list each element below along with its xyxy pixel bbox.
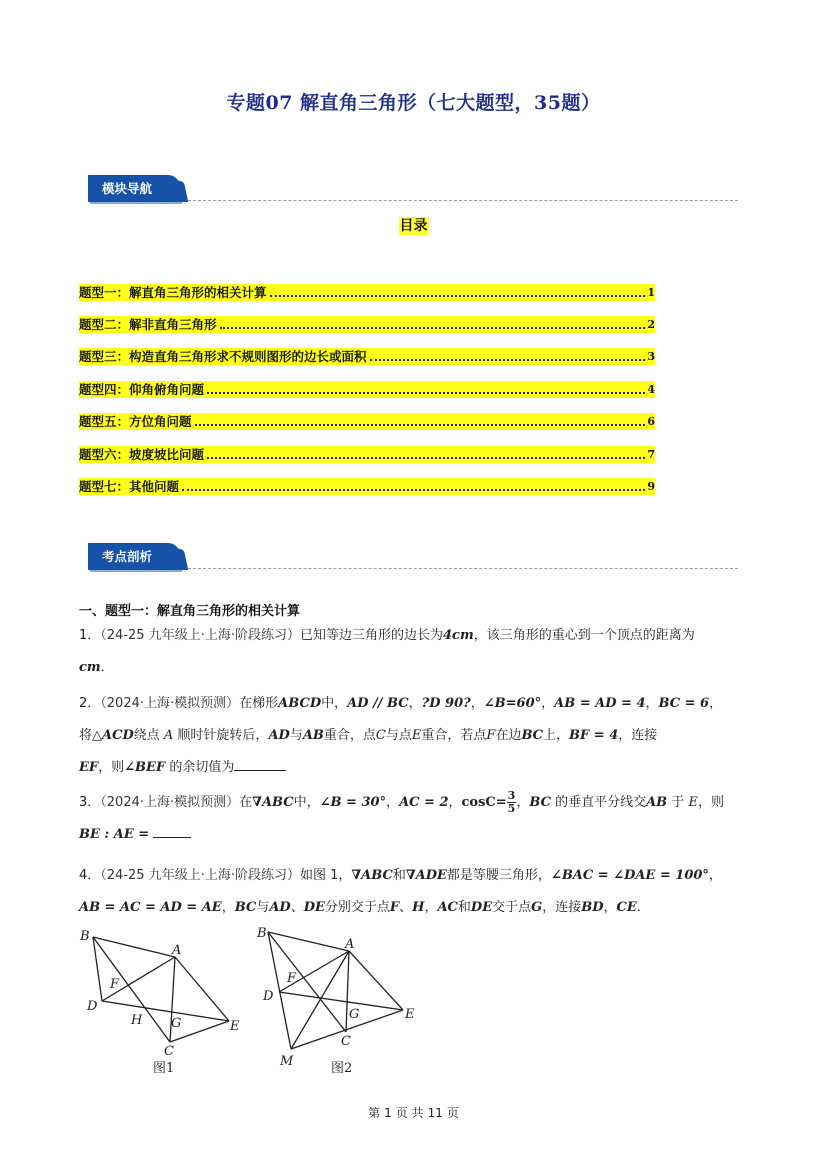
leader-dots	[207, 457, 645, 459]
leader-dots	[370, 359, 646, 361]
leader-dots	[270, 295, 646, 297]
leader-dots	[220, 327, 646, 329]
point-label-D: D	[87, 999, 98, 1014]
figure-1	[75, 922, 255, 1082]
section-heading: 一、题型一：解直角三角形的相关计算	[79, 604, 301, 619]
toc-item[interactable]: 题型四：仰角俯角问题 4	[79, 382, 655, 397]
figure-caption: 图2	[331, 1061, 353, 1076]
leader-dots	[207, 392, 645, 394]
point-label-G: G	[171, 1016, 182, 1031]
point-label-A: A	[345, 937, 355, 952]
point-label-E: E	[230, 1019, 240, 1034]
answer-blank[interactable]	[234, 756, 286, 771]
figure-2	[245, 922, 425, 1082]
nav-section-header	[88, 175, 738, 205]
analysis-badge: 考点剖析	[88, 543, 180, 570]
dashed-divider	[188, 568, 738, 569]
analysis-section-header	[88, 543, 738, 573]
question-source: （24-25 九年级上·上海·阶段练习）	[100, 628, 300, 643]
point-label-M: M	[280, 1054, 294, 1069]
question-3: 3．（2024·上海·模拟预测）在∇ABC中，∠B = 30°，AC = 2，cosC= $\frac{3}{5}$ ，BC 的垂直平分线交AB 于 E，则 BE : AE =	[79, 789, 724, 842]
question-source: （2024·上海·模拟预测）	[100, 795, 240, 810]
point-label-E: E	[405, 1007, 415, 1022]
page-title: 专题07 解直角三角形（七大题型，35题）	[226, 92, 601, 114]
toc-item[interactable]: 题型七：其他问题 9	[79, 479, 655, 494]
point-label-D: D	[263, 989, 274, 1004]
question-4: 4．（24-25 九年级上·上海·阶段练习）如图 1，∇ABC和∇ADE都是等腰三角形，∠BAC = ∠DAE = 100°， AB = AC = AD = AE，BC与AD、DE分别交于点F、H，AC和DE交于点G，连接BD，CE．	[79, 868, 722, 915]
question-2: 2．（2024·上海·模拟预测）在梯形ABCD中，AD // BC，?D 90?，∠B=60°，AB = AD = 4，BC = 6， 将△ACD绕点 A 顺时针旋转后，AD与AB重合，点C与点E重合，若点F在边BC上，BF = 4，连接 EF，则∠BEF 的余切值为	[79, 696, 723, 775]
question-source: （2024·上海·模拟预测）	[100, 696, 240, 711]
point-label-B: B	[80, 929, 90, 944]
question-1: 1．（24-25 九年级上·上海·阶段练习）已知等边三角形的边长为4cm，该三角形的重心到一个顶点的距离为 cm．	[79, 628, 695, 675]
toc-item[interactable]: 题型五：方位角问题 6	[79, 414, 655, 429]
point-label-C: C	[341, 1034, 351, 1049]
segment-AE	[349, 951, 403, 1010]
question-source: （24-25 九年级上·上海·阶段练习）	[100, 868, 300, 883]
toc-item[interactable]: 题型三：构造直角三角形求不规则图形的边长或面积 3	[79, 349, 655, 364]
answer-blank[interactable]	[153, 823, 191, 838]
toc-item[interactable]: 题型二：解非直角三角形 2	[79, 317, 655, 332]
leader-dots	[182, 489, 645, 491]
point-label-G: G	[349, 1007, 360, 1022]
toc-title: 目录	[399, 218, 428, 234]
dashed-divider	[188, 200, 738, 201]
figure-caption: 图1	[153, 1061, 175, 1076]
point-label-B: B	[257, 926, 267, 941]
nav-badge: 模块导航	[88, 175, 180, 202]
point-label-H: H	[131, 1013, 143, 1028]
segment-DE	[102, 1001, 229, 1021]
fraction: $\frac{3}{5}$	[507, 789, 516, 815]
point-label-F: F	[287, 971, 297, 986]
segment-AE	[175, 957, 229, 1021]
leader-dots	[195, 424, 646, 426]
page-footer: 第 1 页 共 11 页	[368, 1106, 459, 1120]
toc-item[interactable]: 题型一：解直角三角形的相关计算 1	[79, 285, 655, 300]
point-label-F: F	[110, 977, 120, 992]
current-page: 1	[384, 1106, 392, 1120]
toc-item[interactable]: 题型六：坡度坡比问题 7	[79, 447, 655, 462]
point-label-A: A	[172, 943, 182, 958]
point-label-C: C	[164, 1044, 174, 1059]
segment-DE	[279, 992, 403, 1010]
total-pages: 11	[427, 1106, 443, 1120]
